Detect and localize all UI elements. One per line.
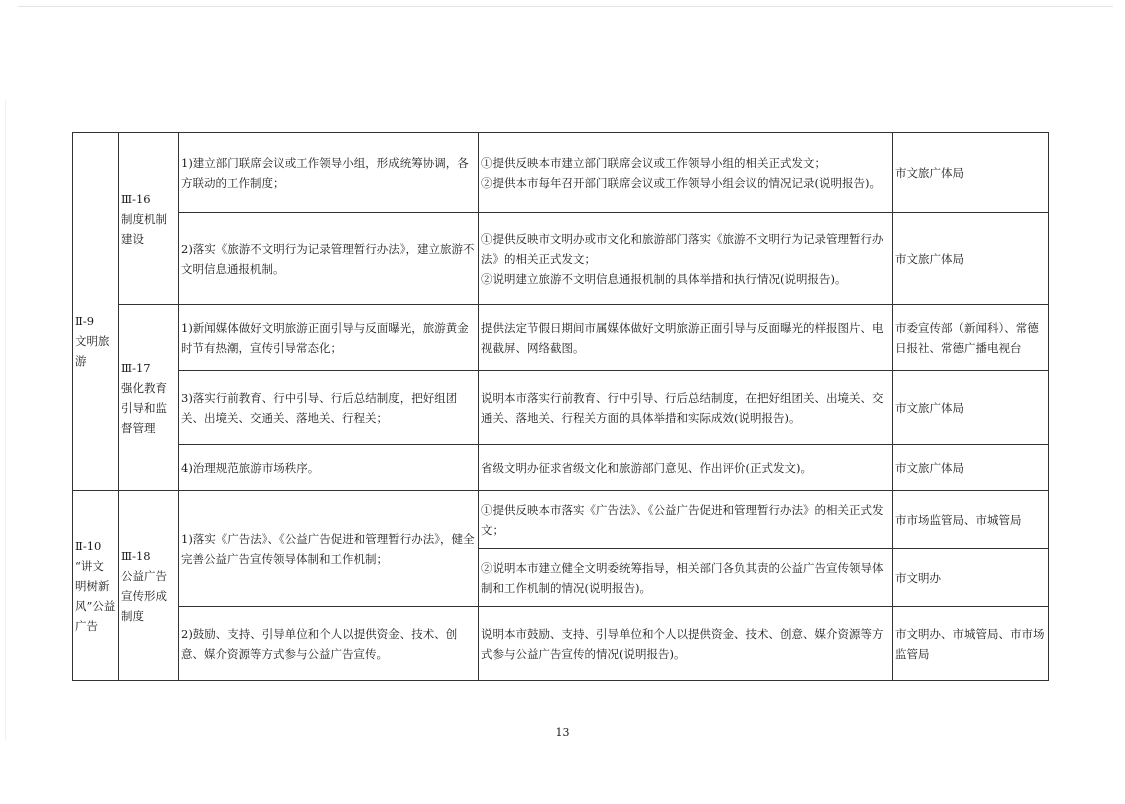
evaluation-table [72, 132, 1049, 681]
evidence-cell [479, 133, 893, 213]
group-cell [73, 133, 119, 491]
evidence-cell: 提供法定节假日期间市属媒体做好文明旅游正面引导与反面曝光的样报图片、电视截屏、网络截图。 [479, 305, 893, 371]
subgroup-cell [119, 305, 179, 491]
group-code: Ⅱ-10 [75, 538, 102, 553]
evidence-cell: ①提供反映本市落实《广告法》、《公益广告促进和管理暂行办法》的相关正式发文； [479, 491, 893, 549]
department-cell: 市文明办 [893, 549, 1049, 607]
table-row [73, 305, 1049, 371]
group-name: 文明旅 游 [75, 333, 110, 368]
subgroup-code: Ⅲ-17 [121, 360, 151, 375]
requirement-cell: 1)建立部门联席会议或工作领导小组，形成统筹协调，各方联动的工作制度； [179, 133, 479, 213]
subgroup-name: 制度机制 建设 [121, 211, 167, 246]
scan-edge-left [5, 100, 6, 740]
requirement-cell: 1)落实《广告法》、《公益广告促进和管理暂行办法》，健全完善公益广告宣传领导体制和工作机制； [179, 491, 479, 607]
table-row [73, 133, 1049, 213]
subgroup-code: Ⅲ-16 [121, 191, 151, 206]
department-cell: 市文旅广体局 [893, 133, 1049, 213]
scan-edge-top [18, 6, 1113, 7]
evidence-cell: 省级文明办征求省级文化和旅游部门意见、作出评价(正式发文)。 [479, 445, 893, 491]
requirement-cell: 3)落实行前教育、行中引导、行后总结制度，把好组团关、出境关、交通关、落地关、行程关； [179, 371, 479, 445]
department-cell: 市文旅广体局 [893, 445, 1049, 491]
subgroup-cell [119, 491, 179, 681]
evidence-cell [479, 213, 893, 305]
requirement-cell: 1)新闻媒体做好文明旅游正面引导与反面曝光，旅游黄金时节有热潮，宣传引导常态化； [179, 305, 479, 371]
requirement-cell: 2)落实《旅游不文明行为记录管理暂行办法》，建立旅游不文明信息通报机制。 [179, 213, 479, 305]
page-number: 13 [555, 726, 570, 739]
department-cell: 市市场监管局、市城管局 [893, 491, 1049, 549]
table-row [73, 213, 1049, 305]
subgroup-name: 公益广告 宣传形成 制度 [121, 568, 167, 623]
evidence-text: ①提供反映本市建立部门联席会议或工作领导小组的相关正式发文； ②提供本市每年召开部门联席会议或工作领导小组会议的情况记录(说明报告)。 [481, 155, 881, 190]
subgroup-cell [119, 133, 179, 305]
group-cell [73, 491, 119, 681]
department-cell: 市文明办、市城管局、市市场监管局 [893, 607, 1049, 681]
table-row [73, 607, 1049, 681]
department-cell: 市文旅广体局 [893, 213, 1049, 305]
department-cell: 市委宣传部（新闻科）、常德日报社、常德广播电视台 [893, 305, 1049, 371]
department-cell: 市文旅广体局 [893, 371, 1049, 445]
subgroup-name: 强化教育 引导和监 督管理 [121, 380, 167, 435]
table-row [73, 445, 1049, 491]
requirement-cell: 2)鼓励、支持、引导单位和个人以提供资金、技术、创意、媒介资源等方式参与公益广告宣传。 [179, 607, 479, 681]
table-row [73, 371, 1049, 445]
group-code: Ⅱ-9 [75, 313, 95, 328]
evidence-cell: ②说明本市建立健全文明委统筹指导，相关部门各负其责的公益广告宣传领导体制和工作机制的情况(说明报告)。 [479, 549, 893, 607]
evidence-text: ①提供反映市文明办或市文化和旅游部门落实《旅游不文明行为记录管理暂行办法》的相关正式发文； ②说明建立旅游不文明信息通报机制的具体举措和执行情况(说明报告)。 [481, 231, 884, 286]
evidence-cell: 说明本市落实行前教育、行中引导、行后总结制度，在把好组团关、出境关、交通关、落地关、行程关方面的具体举措和实际成效(说明报告)。 [479, 371, 893, 445]
evidence-cell: 说明本市鼓励、支持、引导单位和个人以提供资金、技术、创意、媒介资源等方式参与公益广告宣传的情况(说明报告)。 [479, 607, 893, 681]
requirement-cell: 4)治理规范旅游市场秩序。 [179, 445, 479, 491]
subgroup-code: Ⅲ-18 [121, 548, 151, 563]
group-name: “讲文 明树新 风”公益 广告 [75, 558, 116, 633]
table-row [73, 491, 1049, 549]
